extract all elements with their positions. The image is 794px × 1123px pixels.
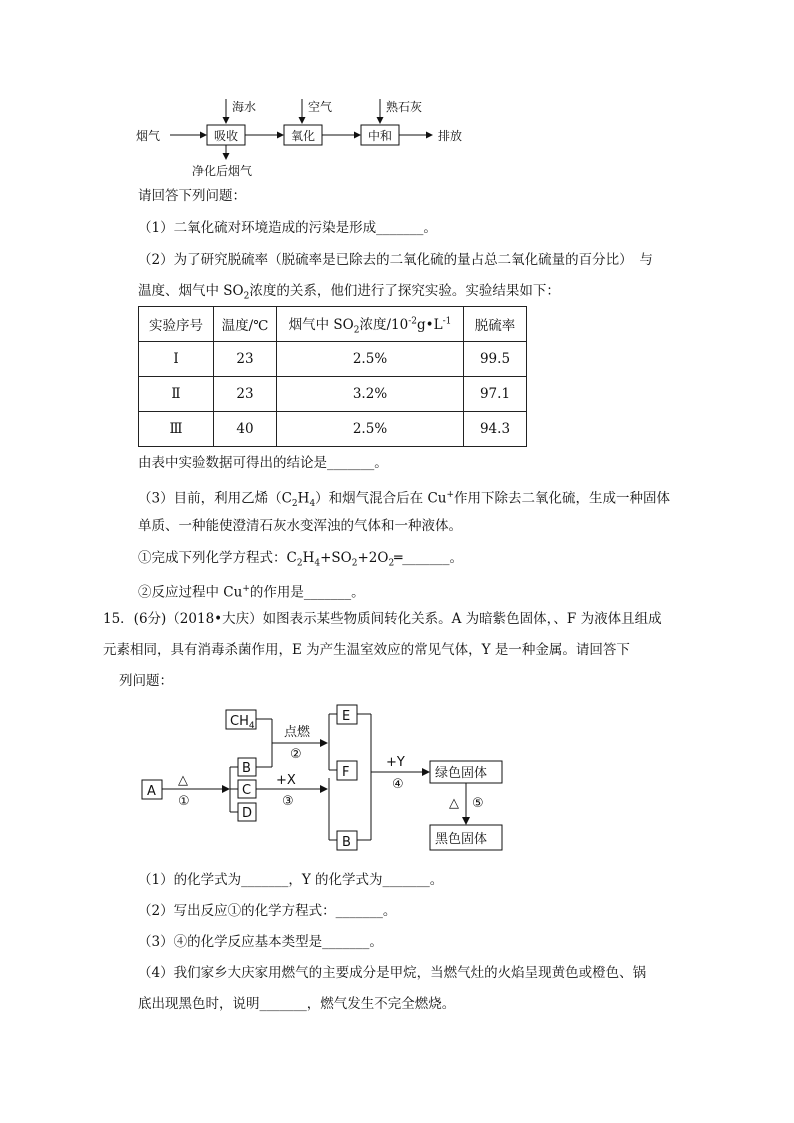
reaction-3-label: ③ [282,794,294,809]
q15-line3: 列问题： [119,673,173,689]
q15-line2: 元素相同，具有消毒杀菌作用，E 为产生温室效应的常见气体，Y 是一种金属。请回答下 [103,642,630,658]
header-seq: 实验序号 [139,307,214,342]
q15-part2: （2）写出反应①的化学方程式：_______。 [138,903,397,919]
green-solid-label: 绿色固体 [435,766,488,781]
oxidize-label: 氧化 [291,129,316,143]
q14-part2-line1: （2）为了研究脱硫率（脱硫率是已除去的二氧化硫的量占总二氧化硫量的百分比） 与 [138,252,653,268]
reaction-5-label: ⑤ [472,796,484,811]
plus-y-label: +Y [386,755,405,770]
heat-label-2: △ [449,796,459,811]
q14-part2-line2: 温度、烟气中 $SO_2$浓度的关系，他们进行了探究实验。实验结果如下： [138,283,560,302]
q15-part4-line1: （4）我们家乡大庆家用燃气的主要成分是甲烷，当燃气灶的火焰呈现黄色或橙色、锅 [138,965,647,981]
neutralize-label: 中和 [368,129,393,143]
lime-label: 熟石灰 [386,100,423,114]
table-row: Ⅱ 23 3.2% 97.1 [139,377,527,412]
flue-gas-flow-diagram [130,95,490,187]
q14-part1: （1）二氧化硫对环境造成的污染是形成_______。 [138,220,437,236]
node-ch4: $CH_4$ [230,714,255,731]
conversion-diagram [136,700,516,860]
node-b: B [242,761,251,776]
purified-gas-label: 净化后烟气 [192,164,253,178]
air-label: 空气 [308,100,333,114]
header-temp: 温度/℃ [214,307,277,342]
q14-cu-role: ②反应过程中 Cu+的作用是_______。 [138,584,365,601]
header-rate: 脱硫率 [464,307,527,342]
q15-part4-line2: 底出现黑色时，说明_______，燃气发生不完全燃烧。 [138,996,456,1012]
q14-equation: ①完成下列化学方程式：$C_2H_4+SO_2+2O_2═\_\_\_\_\_\_\_$。 [138,550,464,569]
table-row: Ⅲ 40 2.5% 94.3 [139,412,527,447]
q15-line1: 15．(6分)（2018•大庆）如图表示某些物质间转化关系。A 为暗紫色固体，、F 为液体且组成 [103,611,662,627]
desulfurization-table [138,306,527,447]
q14-part3-line2: 单质、一种能使澄清石灰水变浑浊的气体和一种液体。 [138,518,462,534]
reaction-4-label: ④ [392,777,404,792]
q15-part1: （1）的化学式为_______，Y 的化学式为_______。 [138,872,444,888]
q14-part3-line1: （3）目前，利用乙烯$(C_2H_4)$和烟气混合后在 Cu+作用下除去二氧化硫，生成一种固体 [138,490,671,510]
q15-part3: （3）④的化学反应基本类型是_______。 [138,934,383,950]
q14-prompt: 请回答下列问题： [138,188,246,204]
seawater-label: 海水 [232,100,257,114]
header-conc: 烟气中 $SO_2$浓度$/10^{-2}g•L^{-1}$ [277,307,464,342]
node-b2: B [342,835,351,850]
heat-label: △ [178,773,188,788]
node-f: F [342,765,350,780]
reaction-2-label: ② [290,747,302,762]
node-d: D [242,806,253,821]
q14-conclusion: 由表中实验数据可得出的结论是_______。 [138,455,388,471]
flue-gas-label: 烟气 [136,129,161,143]
node-e: E [342,709,351,724]
reaction-1-label: ① [178,794,190,809]
black-solid-label: 黑色固体 [435,832,488,847]
node-a: A [147,784,156,799]
table-row: Ⅰ 23 2.5% 99.5 [139,342,527,377]
burn-label: 点燃 [284,725,311,740]
discharge-label: 排放 [438,129,463,143]
node-c: C [242,783,252,798]
absorb-label: 吸收 [214,129,239,143]
plus-x-label: +X [276,773,296,788]
